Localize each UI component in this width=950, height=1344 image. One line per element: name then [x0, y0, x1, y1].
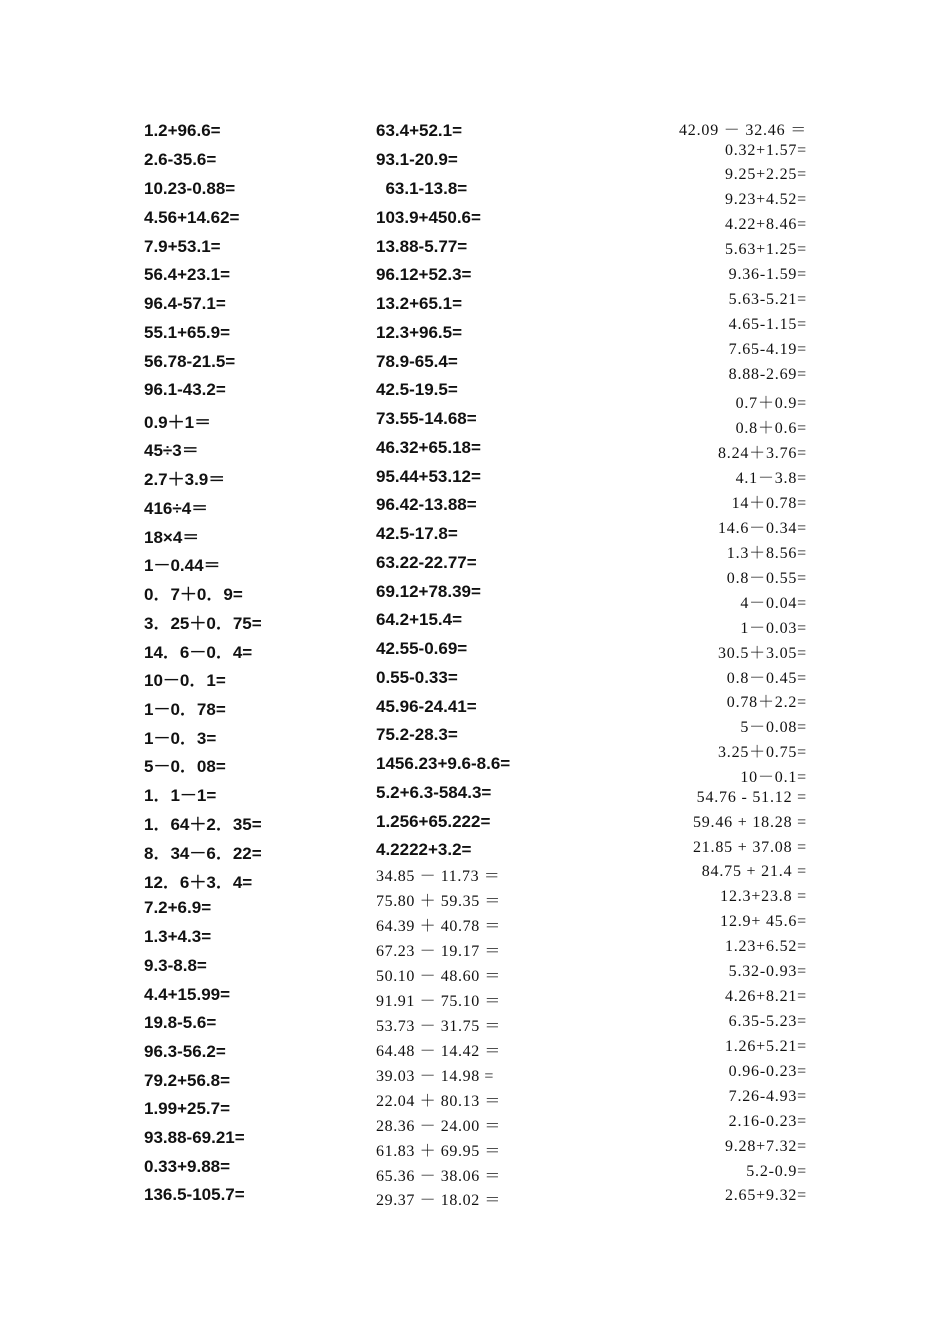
exercise-item: 8.24＋3.76= — [717, 445, 807, 462]
exercise-item: 416÷4＝ — [144, 499, 209, 518]
exercise-item: 1－0．3= — [144, 729, 217, 748]
exercise-item: 103.9+450.6= — [376, 208, 481, 227]
exercise-item: 10－0.1= — [740, 769, 807, 786]
exercise-item: 42.09 － 32.46 ＝ — [679, 122, 807, 139]
exercise-item: 53.73 － 31.75 ＝ — [376, 1018, 501, 1035]
exercise-item: 64.48 － 14.42 ＝ — [376, 1043, 501, 1060]
exercise-item: 4.2222+3.2= — [376, 840, 472, 859]
exercise-item: 0.78＋2.2= — [726, 694, 807, 711]
exercise-item: 5.32-0.93= — [728, 963, 807, 980]
exercise-item: 1.3＋8.56= — [726, 545, 807, 562]
exercise-item: 5.63+1.25= — [724, 241, 807, 258]
exercise-item: 54.76 - 51.12 = — [696, 789, 807, 806]
exercise-item: 5.63-5.21= — [728, 291, 807, 308]
exercise-item: 65.36 － 38.06 ＝ — [376, 1168, 501, 1185]
exercise-item: 4.26+8.21= — [724, 988, 807, 1005]
exercise-item: 63.22-22.77= — [376, 553, 477, 572]
exercise-item: 4.1－3.8= — [735, 470, 807, 487]
exercise-item: 56.78-21.5= — [144, 352, 236, 371]
exercise-item: 18×4＝ — [144, 528, 200, 547]
exercise-item: 10－0．1= — [144, 671, 226, 690]
exercise-item: 42.5-17.8= — [376, 524, 458, 543]
exercise-item: 64.39 ＋ 40.78 ＝ — [376, 918, 501, 935]
exercise-item: 39.03 － 14.98 = — [376, 1068, 495, 1085]
exercise-item: 0.55-0.33= — [376, 668, 458, 687]
exercise-item: 84.75 + 21.4 = — [701, 863, 807, 880]
exercise-item: 0.33+9.88= — [144, 1157, 231, 1176]
exercise-item: 9.23+4.52= — [724, 191, 807, 208]
exercise-item: 50.10 － 48.60 ＝ — [376, 968, 501, 985]
exercise-item: 136.5-105.7= — [144, 1185, 245, 1204]
exercise-item: 7.2+6.9= — [144, 898, 212, 917]
exercise-item: 9.3-8.8= — [144, 956, 207, 975]
exercise-item: 4.22+8.46= — [724, 216, 807, 233]
exercise-item: 96.12+52.3= — [376, 265, 472, 284]
exercise-item: 0.8－0.55= — [726, 570, 807, 587]
exercise-item: 1.256+65.222= — [376, 812, 491, 831]
exercise-item: 63.1-13.8= — [376, 179, 468, 198]
exercise-item: 46.32+65.18= — [376, 438, 481, 457]
exercise-item: 93.1-20.9= — [376, 150, 458, 169]
exercise-item: 45.96-24.41= — [376, 697, 477, 716]
exercise-item: 4.56+14.62= — [144, 208, 240, 227]
exercise-item: 79.2+56.8= — [144, 1071, 231, 1090]
exercise-item: 21.85 + 37.08 = — [692, 839, 807, 856]
exercise-item: 12.3+96.5= — [376, 323, 463, 342]
exercise-item: 1－0.44＝ — [144, 556, 221, 575]
exercise-item: 13.2+65.1= — [376, 294, 463, 313]
exercise-item: 1．64＋2．35= — [144, 815, 262, 834]
exercise-item: 2.6-35.6= — [144, 150, 217, 169]
exercise-item: 59.46 + 18.28 = — [692, 814, 807, 831]
exercise-item: 5.2+6.3-584.3= — [376, 783, 492, 802]
exercise-item: 4.65-1.15= — [728, 316, 807, 333]
exercise-item: 63.4+52.1= — [376, 121, 463, 140]
exercise-item: 1.26+5.21= — [724, 1038, 807, 1055]
exercise-item: 1－0．78= — [144, 700, 226, 719]
exercise-item: 7.26-4.93= — [728, 1088, 807, 1105]
exercise-item: 96.4-57.1= — [144, 294, 226, 313]
exercise-item: 9.36-1.59= — [728, 266, 807, 283]
exercise-item: 5.2-0.9= — [746, 1163, 807, 1180]
exercise-item: 7.65-4.19= — [728, 341, 807, 358]
exercise-item: 4－0.04= — [740, 595, 807, 612]
exercise-item: 28.36 － 24.00 ＝ — [376, 1118, 501, 1135]
exercise-item: 8．34－6．22= — [144, 844, 262, 863]
exercise-item: 73.55-14.68= — [376, 409, 477, 428]
exercise-item: 7.9+53.1= — [144, 237, 221, 256]
exercise-item: 1.99+25.7= — [144, 1099, 231, 1118]
exercise-item: 6.35-5.23= — [728, 1013, 807, 1030]
exercise-item: 96.42-13.88= — [376, 495, 477, 514]
exercise-item: 22.04 ＋ 80.13 ＝ — [376, 1093, 501, 1110]
exercise-item: 0.32+1.57= — [724, 142, 807, 159]
exercise-item: 61.83 ＋ 69.95 ＝ — [376, 1143, 501, 1160]
exercise-item: 69.12+78.39= — [376, 582, 481, 601]
exercise-item: 75.2-28.3= — [376, 725, 458, 744]
exercise-item: 0.8＋0.6= — [735, 420, 807, 437]
exercise-item: 1－0.03= — [740, 620, 807, 637]
exercise-item: 3．25＋0．75= — [144, 614, 262, 633]
exercise-item: 67.23 － 19.17 ＝ — [376, 943, 501, 960]
exercise-item: 0.7＋0.9= — [735, 395, 807, 412]
exercise-item: 1.3+4.3= — [144, 927, 212, 946]
exercise-item: 9.25+2.25= — [724, 166, 807, 183]
exercise-item: 12．6＋3．4= — [144, 873, 253, 892]
exercise-item: 42.5-19.5= — [376, 380, 458, 399]
exercise-item: 1.2+96.6= — [144, 121, 221, 140]
exercise-item: 13.88-5.77= — [376, 237, 468, 256]
exercise-item: 75.80 ＋ 59.35 ＝ — [376, 893, 501, 910]
exercise-item: 5－0．08= — [144, 757, 226, 776]
exercise-item: 2.16-0.23= — [728, 1113, 807, 1130]
exercise-item: 2.7＋3.9＝ — [144, 470, 226, 489]
exercise-item: 9.28+7.32= — [724, 1138, 807, 1155]
exercise-item: 1．1－1= — [144, 786, 217, 805]
exercise-item: 64.2+15.4= — [376, 610, 463, 629]
exercise-item: 0.96-0.23= — [728, 1063, 807, 1080]
exercise-item: 14．6－0．4= — [144, 643, 253, 662]
exercise-item: 34.85 － 11.73 ＝ — [376, 868, 501, 885]
exercise-item: 14.6－0.34= — [717, 520, 807, 537]
exercise-item: 93.88-69.21= — [144, 1128, 245, 1147]
exercise-item: 42.55-0.69= — [376, 639, 468, 658]
exercise-item: 3.25＋0.75= — [717, 744, 807, 761]
exercise-item: 55.1+65.9= — [144, 323, 231, 342]
exercise-item: 56.4+23.1= — [144, 265, 231, 284]
exercise-item: 96.3-56.2= — [144, 1042, 226, 1061]
exercise-item: 96.1-43.2= — [144, 380, 226, 399]
exercise-item: 2.65+9.32= — [724, 1187, 807, 1204]
exercise-item: 0．7＋0．9= — [144, 585, 243, 604]
exercise-item: 0.9＋1＝ — [144, 413, 212, 432]
exercise-item: 12.3+23.8 = — [720, 888, 807, 905]
exercise-item: 45÷3＝ — [144, 441, 199, 460]
exercise-item: 1.23+6.52= — [724, 938, 807, 955]
exercise-item: 91.91 － 75.10 ＝ — [376, 993, 501, 1010]
exercise-item: 29.37 － 18.02 ＝ — [376, 1192, 501, 1209]
exercise-item: 78.9-65.4= — [376, 352, 458, 371]
exercise-item: 4.4+15.99= — [144, 985, 231, 1004]
exercise-item: 19.8-5.6= — [144, 1013, 217, 1032]
exercise-item: 12.9+ 45.6= — [720, 913, 807, 930]
exercise-item: 1456.23+9.6-8.6= — [376, 754, 511, 773]
exercise-item: 0.8－0.45= — [726, 670, 807, 687]
exercise-item: 14＋0.78= — [731, 495, 807, 512]
exercise-item: 10.23-0.88= — [144, 179, 236, 198]
exercise-item: 5－0.08= — [740, 719, 807, 736]
exercise-item: 95.44+53.12= — [376, 467, 481, 486]
exercise-item: 30.5＋3.05= — [717, 645, 807, 662]
exercise-item: 8.88-2.69= — [728, 366, 807, 383]
